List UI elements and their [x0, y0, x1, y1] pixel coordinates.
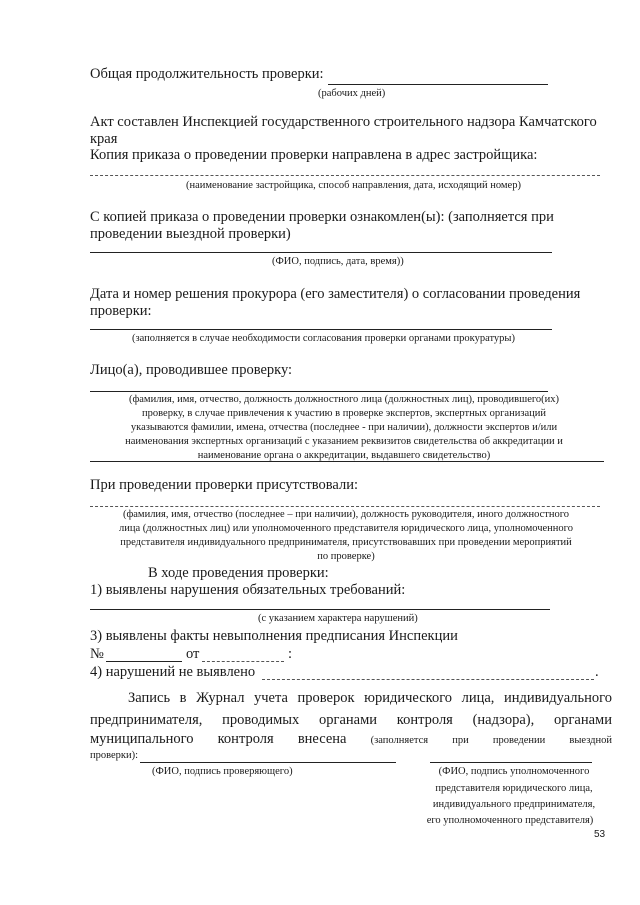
acquainted-hint: (ФИО, подпись, дата, время)) [272, 256, 404, 267]
acquainted-line-2: проведении выездной проверки) [90, 226, 291, 242]
journal-word: Запись [128, 690, 171, 706]
violations-hint: (с указанием характера нарушений) [258, 613, 418, 624]
act-line-2: края [90, 131, 118, 147]
representative-hint-line-3: индивидуального предпринимателя, [432, 799, 596, 810]
page-number: 53 [594, 829, 606, 840]
journal-word: проведении [492, 735, 546, 746]
inspector-label: Лицо(а), проводившее проверку: [90, 362, 293, 378]
journal-word: учета [254, 690, 288, 706]
journal-word: проверок [297, 690, 355, 706]
no-violations-item: 4) нарушений не выявлено [90, 664, 256, 680]
inspector-hint-underline[interactable] [90, 461, 604, 462]
acquainted-line-1: С копией приказа о проведении проверки ознакомлен(ы): (заполняется при [90, 209, 554, 225]
journal-word: (заполняется [370, 735, 429, 746]
colon-mark: : [288, 646, 293, 662]
inspector-hint-line-1: (фамилия, имя, отчество, должность должностного лица (должностных лиц), проводившего(их) [128, 394, 560, 405]
journal-line-3 [90, 731, 612, 748]
prosecutor-hint: (заполняется в случае необходимости согласования проверки органами прокуратуры) [132, 333, 515, 344]
journal-word: проводимых [222, 712, 300, 728]
journal-word: внесена [297, 731, 347, 747]
journal-word: индивидуального [504, 690, 612, 706]
prescription-failures-item: 3) выявлены факты невыполнения предписания Инспекции [90, 628, 458, 644]
journal-word: контроля [217, 731, 274, 747]
order-copy-label: Копия приказа о проведении проверки направлена в адрес застройщика: [90, 147, 538, 163]
inspector-hint-line-3: указываются фамилии, имена, отчества (последнее - при наличии), должности экспертов и/или [130, 422, 558, 433]
inspector-hint-line-5: наименование органа о аккредитации, выдавшего свидетельство) [197, 450, 491, 461]
prosecutor-line-1: Дата и номер решения прокурора (его заместителя) о согласовании проведения [90, 286, 581, 302]
representative-hint-line-4: его уполномоченного представителя) [426, 815, 594, 826]
number-input-line[interactable] [106, 661, 182, 662]
violations-found-item: 1) выявлены нарушения обязательных требований: [90, 582, 406, 598]
order-copy-hint: (наименование застройщика, способ направления, дата, исходящий номер) [186, 180, 521, 191]
no-violations-period: . [595, 664, 599, 680]
inspector-signature-line[interactable] [140, 762, 396, 763]
number-label: № [90, 646, 104, 662]
journal-word: контроля [396, 712, 453, 728]
violations-input-line[interactable] [90, 609, 550, 610]
acquainted-input-line[interactable] [90, 252, 552, 253]
present-label: При проведении проверки присутствовали: [90, 477, 359, 493]
present-hint-line-4: по проверке) [317, 551, 375, 562]
journal-line-1 [128, 690, 612, 707]
inspector-input-line[interactable] [90, 391, 548, 392]
present-input-line[interactable] [90, 506, 600, 507]
journal-word: в [179, 690, 187, 706]
representative-hint-line-1: (ФИО, подпись уполномоченного [438, 766, 590, 777]
during-label: В ходе проведения проверки: [148, 565, 329, 581]
present-hint-line-1: (фамилия, имя, отчество (последнее – при наличии), должность руководителя, иного должностного [122, 509, 570, 520]
duration-hint: (рабочих дней) [318, 88, 386, 99]
order-copy-input-line[interactable] [90, 175, 600, 176]
no-violations-input-line[interactable] [262, 679, 594, 680]
duration-label: Общая продолжительность проверки: [90, 66, 324, 82]
from-label: от [186, 646, 200, 662]
act-line-1: Акт составлен Инспекцией государственного строительного надзора Камчатского [90, 114, 597, 130]
representative-hint-line-2: представителя юридического лица, [435, 783, 593, 794]
representative-signature-line[interactable] [430, 762, 592, 763]
inspector-hint-line-2: проверку, в случае привлечения к участию в проверке экспертов, экспертных организаций [142, 408, 546, 419]
journal-word: муниципального [90, 731, 194, 747]
present-hint-line-2: лица (должностных лиц) или уполномоченного представителя юридического лица, уполномоченного [119, 523, 573, 534]
prosecutor-line-2: проверки: [90, 303, 152, 319]
inspector-hint-line-4: наименования экспертных организаций с указанием реквизитов свидетельства об аккредитации и [125, 436, 563, 447]
journal-word: при [452, 735, 469, 746]
present-hint-line-3: представителя индивидуального предпринимателя, присутствовавших при проведении мероприятий [120, 537, 572, 548]
inspector-signature-hint: (ФИО, подпись проверяющего) [152, 766, 293, 777]
journal-word: выездной [569, 735, 612, 746]
journal-line-4: проверки): [90, 750, 139, 761]
journal-word: предпринимателя, [90, 712, 203, 728]
journal-word: органами [319, 712, 378, 728]
journal-word: юридического [364, 690, 453, 706]
journal-word: (надзора), [472, 712, 535, 728]
prosecutor-input-line[interactable] [90, 329, 552, 330]
duration-input-line[interactable] [328, 84, 548, 85]
journal-word: лица, [461, 690, 495, 706]
journal-line-2 [90, 712, 612, 729]
journal-word: органами [553, 712, 612, 728]
date-input-line[interactable] [202, 661, 284, 662]
journal-word: Журнал [196, 690, 245, 706]
